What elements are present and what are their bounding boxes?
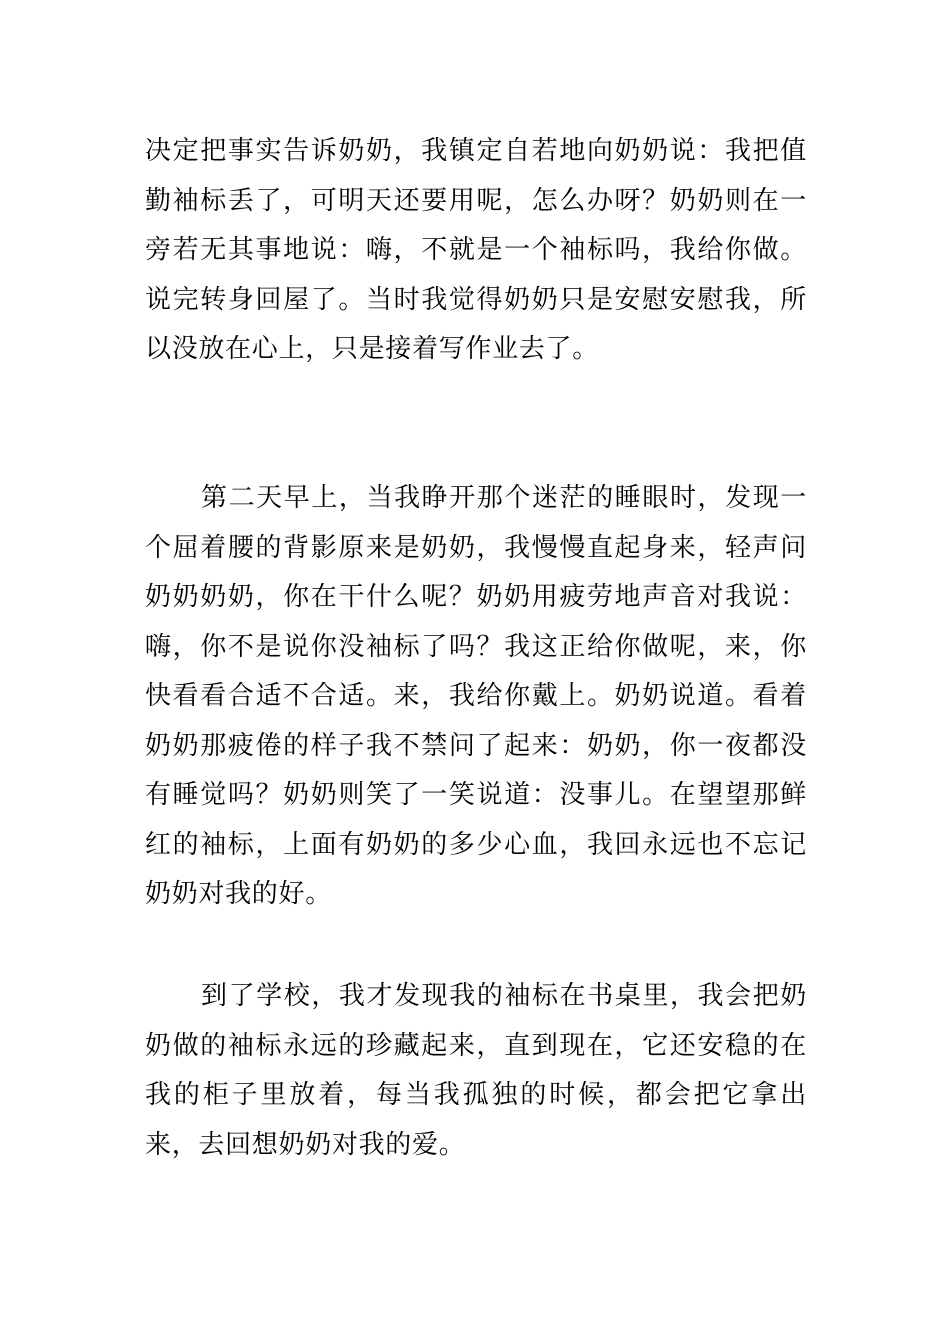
paragraph-2: 第二天早上，当我睁开那个迷茫的睡眼时，发现一个屈着腰的背影原来是奶奶，我慢慢直起身来，轻声问奶奶奶奶，你在干什么呢？奶奶用疲劳地声音对我说：嗨，你不是说你没袖标了吗？我这正给你做呢，来，你快看看合适不合适。来，我给你戴上。奶奶说道。看着奶奶那疲倦的样子我不禁问了起来：奶奶，你一夜都没有睡觉吗？奶奶则笑了一笑说道：没事儿。在望望那鲜红的袖标，上面有奶奶的多少心血，我回永远也不忘记奶奶对我的好。 — [145, 483, 807, 909]
paragraph-3: 到了学校，我才发现我的袖标在书桌里，我会把奶奶做的袖标永远的珍藏起来，直到现在，它还安稳的在我的柜子里放着，每当我孤独的时候，都会把它拿出来，去回想奶奶对我的爱。 — [145, 981, 807, 1160]
paragraph-1: 决定把事实告诉奶奶，我镇定自若地向奶奶说：我把值勤袖标丢了，可明天还要用呢，怎么办呀？奶奶则在一旁若无其事地说：嗨，不就是一个袖标吗，我给你做。说完转身回屋了。当时我觉得奶奶只是安慰安慰我，所以没放在心上，只是接着写作业去了。 — [145, 136, 807, 364]
